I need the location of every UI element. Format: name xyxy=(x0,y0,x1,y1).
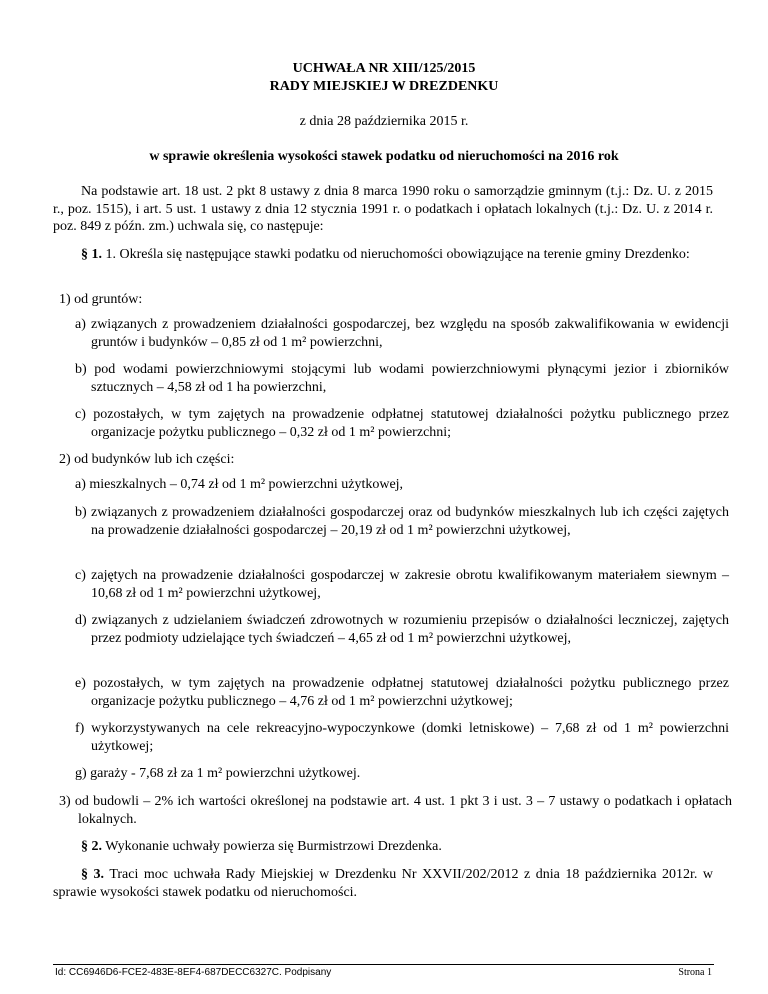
section-1-item-c: c) pozostałych, w tym zajętych na prowadzenie odpłatnej statutowej działalności pożytku publicznego przez organizacje pożytku publicznego – 0,32 zł od 1 m² powierzchni; xyxy=(75,407,729,440)
page-number: Strona 1 xyxy=(678,967,712,978)
section-1-heading: 1) od gruntów: xyxy=(59,292,143,307)
section-3: 3) od budowli – 2% ich wartości określonej na podstawie art. 4 ust. 1 pkt 3 i ust. 3 – 7 ustawy o podatkach i opłatach lokalnych. xyxy=(59,794,732,827)
section-2-item-a: a) mieszkalnych – 0,74 zł od 1 m² powierzchni użytkowej, xyxy=(75,477,404,492)
section-1-item-b: b) pod wodami powierzchniowymi stojącymi lub wodami powierzchniowymi płynącymi jezior i zbiorników sztucznych – 4,58 zł od 1 ha powierzchni, xyxy=(75,362,729,395)
resolution-subject: w sprawie określenia wysokości stawek podatku od nieruchomości na 2016 rok xyxy=(149,149,619,164)
council-name: RADY MIEJSKIEJ W DREZDENKU xyxy=(269,79,499,94)
paragraph-2 xyxy=(53,838,713,856)
section-2-item-b: b) związanych z prowadzeniem działalności gospodarczej oraz od budynków mieszkalnych lub ich części zajętych na prowadzenie działalności gospodarczej – 20,19 zł od 1 m² powierzchni użytkowej, xyxy=(75,505,729,538)
paragraph-1-text: 1. Określa się następujące stawki podatku od nieruchomości obowiązujące na terenie gminy Drezdenko: xyxy=(105,247,690,262)
section-2-item-g: g) garaży - 7,68 zł za 1 m² powierzchni użytkowej. xyxy=(75,766,361,781)
document-id: Id: CC6946D6-FCE2-483E-8EF4-687DECC6327C. Podpisany xyxy=(55,967,332,978)
preamble: Na podstawie art. 18 ust. 2 pkt 8 ustawy z dnia 8 marca 1990 roku o samorządzie gminnym (t.j.: Dz. U. z 2015 r., poz. 1515), i art. 5 ust. 1 ustawy z dnia 12 stycznia 1991 r. o podatkach i opłatach lokalnych (t.j.: Dz. U. z 2014 r. poz. 849 z późn. zm.) uchwala się, co następuje: xyxy=(53,184,713,234)
section-2-heading: 2) od budynków lub ich części: xyxy=(59,452,235,467)
paragraph-1-label: § 1. xyxy=(81,247,102,262)
paragraph-3-text: Traci moc uchwała Rady Miejskiej w Drezdenku Nr XXVII/202/2012 z dnia 18 października 2012r. w sprawie wysokości stawek podatku od nieruchomości. xyxy=(53,867,714,900)
section-2-item-d: d) związanych z udzielaniem świadczeń zdrowotnych w rozumieniu przepisów o działalności leczniczej, zajętych przez podmioty udzielające tych świadczeń – 4,65 zł od 1 m² powierzchni użytkowej, xyxy=(75,613,729,646)
section-1-item-a: a) związanych z prowadzeniem działalności gospodarczej, bez względu na sposób zakwalifikowania w ewidencji gruntów i budynków – 0,85 zł od 1 m² powierzchni, xyxy=(75,317,729,350)
section-2-item-f: f) wykorzystywanych na cele rekreacyjno-wypoczynkowe (domki letniskowe) – 7,68 zł od 1 m² powierzchni użytkowej; xyxy=(75,721,729,754)
section-2-item-c: c) zajętych na prowadzenie działalności gospodarczej w zakresie obrotu kwalifikowanym materiałem siewnym – 10,68 zł od 1 m² powierzchni użytkowej, xyxy=(75,568,729,601)
paragraph-3 xyxy=(53,866,713,901)
paragraph-2-label: § 2. xyxy=(81,839,102,854)
footer-divider xyxy=(53,964,714,965)
paragraph-3-label: § 3. xyxy=(81,867,105,882)
paragraph-1 xyxy=(53,246,713,264)
section-2-item-e: e) pozostałych, w tym zajętych na prowadzenie odpłatnej statutowej działalności pożytku publicznego przez organizacje pożytku publicznego – 4,76 zł od 1 m² powierzchni użytkowej; xyxy=(75,676,729,709)
paragraph-2-text: Wykonanie uchwały powierza się Burmistrzowi Drezdenka. xyxy=(105,839,442,854)
resolution-title: UCHWAŁA NR XIII/125/2015 xyxy=(292,61,476,76)
resolution-date: z dnia 28 października 2015 r. xyxy=(299,114,469,129)
